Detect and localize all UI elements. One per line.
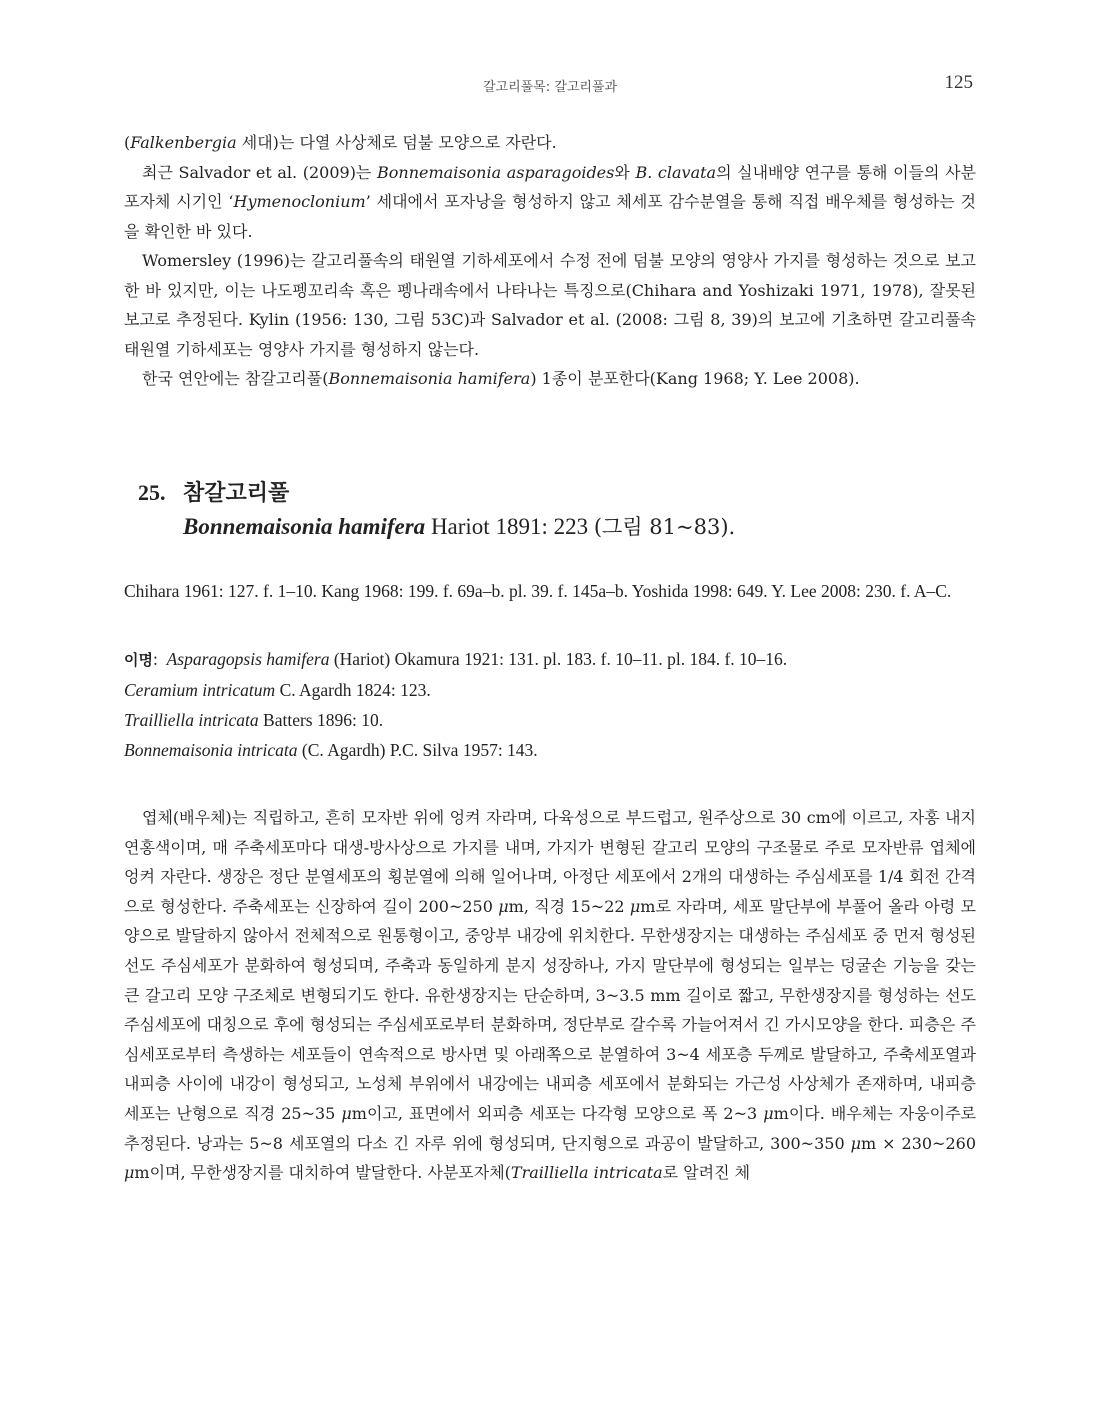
running-title: 갈고리풀목: 갈고리풀과: [482, 80, 618, 95]
synonyms-label: 이명: [124, 651, 153, 669]
italic-term: μ: [763, 1103, 774, 1123]
references: Chihara 1961: 127. f. 1–10. Kang 1968: 199. f. 69a–b. pl. 39. f. 145a–b. Yoshida 1998: 649. Y. Lee 2008: 230. f. A–C.: [124, 580, 952, 601]
text-run: m이다. 배우체는 자웅이주로 추정된다. 낭과는 5~8 세포열의 다소 긴 자루 위에 형성되며, 단지형으로 과공이 발달하고, 300~350: [124, 1103, 977, 1153]
text-run: m이며, 무한생장지를 대치하여 발달한다. 사분포자체(: [134, 1163, 511, 1183]
species-number: 25.: [138, 479, 166, 505]
text-run: m로 자라며, 세포 말단부에 부풀어 올라 아령 모양으로 발달하지 않아서 전체적으로 원통형이고, 중앙부 내강에 위치한다. 무한생장지는 대생하는 주심세포 중 먼저 형성된 선도 주심세포가 분화하여 형성되며, 주축과 동일하게 분지 성장하나, 가지 말단부에 형성되는 일부는 덩굴손 기능을 갖는 큰 갈고리 모양 구조체로 변형되기도 한다. 유한생장지는 단순하며, 3~3.5 mm 길이로 짧고, 무한생장지를 형성하는 선도 주심세포에 대칭으로 후에 형성되는 주심세포로부터 분화하며, 정단부로 갈수록 가늘어져서 긴 가시모양을 한다. 피층은 주심세포로부터 측생하는 세포들이 연속적으로 방사면 및 아래쪽으로 분열하여 3~4 세포층 두께로 발달하고, 주축세포열과 내피층 사이에 내강이 형성되고, 노성체 부위에서 내강에는 내피층 세포에서 분화되는 가근성 사상체가 존재하며, 내피층 세포는 난형으로 직경 25~35: [124, 896, 976, 1123]
text-run: 최근 Salvador et al. (2009)는: [142, 162, 378, 182]
intro-paragraph-4: [124, 364, 976, 394]
intro-paragraph-2: [124, 158, 976, 247]
synonym-citation: Batters 1896: 10.: [258, 710, 384, 730]
text-run: 의 실내배양 연구를 통해 이들의 사분포자체 시기인 ‘: [124, 162, 976, 211]
italic-term: μ: [629, 896, 641, 916]
synonym-line: [124, 675, 976, 705]
italic-term: μ: [498, 896, 509, 916]
synonym-citation: (Hariot) Okamura 1921: 131. pl. 183. f. 10–11. pl. 184. f. 10–16.: [329, 649, 788, 669]
synonym-line: [124, 735, 976, 765]
synonym-line: [124, 705, 976, 735]
italic-term: B. clavata: [635, 162, 717, 182]
species-scientific-name: Bonnemaisonia hamifera: [183, 513, 426, 539]
synonym-name: Ceramium intricatum: [124, 680, 276, 700]
text-run: m, 직경 15~22: [508, 896, 630, 916]
page-number: 125: [944, 72, 973, 93]
text-run: 엽체(배우체)는 직립하고, 흔히 모자반 위에 엉켜 자라며, 다육성으로 부드럽고, 원주상으로 30 cm에 이르고, 자홍 내지 연홍색이며, 매 주축세포마다 대생-방사상으로 가지를 내며, 가지가 변형된 갈고리 모양의 구조물로 주로 모자반류 엽체에 엉켜 자란다. 생장은 정단 분열세포의 횡분열에 의해 일어나며, 아정단 세포에서 2개의 대생하는 주심세포를 1/4 회전 간격으로 형성한다. 주축세포는 신장하여 길이 200~250: [124, 808, 976, 916]
italic-term: Bonnemaisonia asparagoides: [377, 162, 615, 182]
synonym-citation: C. Agardh 1824: 123.: [275, 680, 431, 700]
text-run: m × 230~260: [861, 1133, 976, 1153]
species-korean-name: 참갈고리풀: [183, 479, 290, 506]
species-figure-ref: (그림 81~83).: [593, 514, 736, 539]
synonym-citation: (C. Agardh) P.C. Silva 1957: 143.: [297, 740, 538, 760]
italic-term: Trailliella intricata: [510, 1163, 663, 1183]
description-block: [124, 803, 976, 1188]
page-content: [124, 128, 976, 1188]
text-run: 와: [614, 162, 636, 182]
species-authority: Hariot 1891: 223: [430, 513, 589, 539]
description-paragraph: [124, 803, 976, 1188]
italic-term: Bonnemaisonia hamifera: [328, 369, 531, 388]
text-run: 로 알려진 체: [662, 1163, 751, 1183]
italic-term: μ: [124, 1163, 135, 1183]
species-heading: [124, 476, 976, 541]
synonym-name: Trailliella intricata: [124, 710, 259, 730]
synonym-name: Asparagopsis hamifera: [166, 649, 330, 669]
text-run: m이고, 표면에서 외피층 세포는 다각형 모양으로 폭 2~3: [351, 1103, 764, 1123]
intro-p1-taxon: Falkenbergia: [130, 133, 237, 152]
text-run: 한국 연안에는 참갈고리풀(: [142, 369, 329, 388]
intro-p1-text: 세대)는 다열 사상체로 덤불 모양으로 자란다.: [236, 133, 557, 152]
synonym-name: Bonnemaisonia intricata: [124, 740, 298, 760]
intro-paragraph-1: (Falkenbergia 세대)는 다열 사상체로 덤불 모양으로 자란다.: [124, 133, 557, 152]
species-scientific-line: [183, 511, 976, 541]
italic-term: μ: [341, 1103, 352, 1123]
italic-term: μ: [850, 1133, 861, 1153]
italic-term: Hymenoclonium: [233, 192, 366, 211]
intro-paragraph-3: [124, 246, 976, 364]
text-run: ’ 세대에서 포자낭을 형성하지 않고 체세포 감수분열을 통해 직접 배우체를 형성하는 것을 확인한 바 있다.: [124, 192, 976, 241]
text-run: ) 1종이 분포한다(Kang 1968; Y. Lee 2008).: [530, 369, 860, 388]
synonym-line: 이명: Asparagopsis hamifera (Hariot) Okamura 1921: 131. pl. 183. f. 10–11. pl. 184. f. 10–16.: [124, 649, 788, 669]
synonyms-block: [124, 644, 976, 765]
text-run: Womersley (1996)는 갈고리풀속의 태원열 기하세포에서 수정 전에 덤불 모양의 영양사 가지를 형성하는 것으로 보고한 바 있지만, 이는 나도펭꼬리속 혹은 펭나래속에서 나타나는 특징으로(Chihara and Yoshizaki 1971, 1978), 잘못된 보고로 추정된다. Kylin (1956: 130, 그림 53C)과 Salvador et al. (2008: 그림 8, 39)의 보고에 기초하면 갈고리풀속 태원열 기하세포는 영양사 가지를 형성하지 않는다.: [124, 251, 976, 359]
